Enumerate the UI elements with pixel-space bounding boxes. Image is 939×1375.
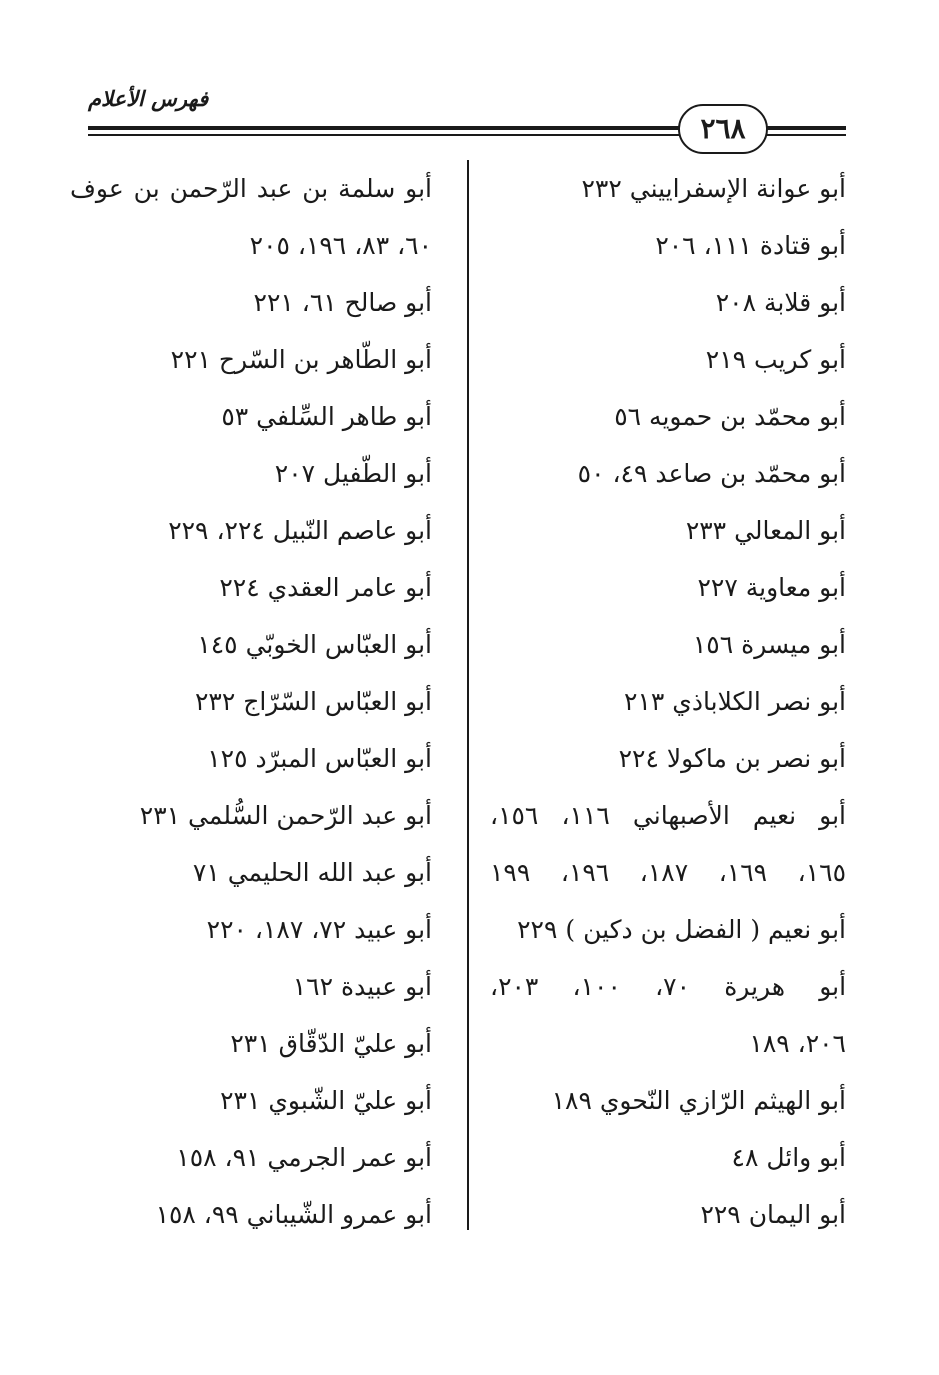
index-entry: أبو عمرو الشّيباني ٩٩، ١٥٨ bbox=[155, 1200, 432, 1229]
index-entry: أبو الطّاهر بن السّرح ٢٢١ bbox=[170, 345, 432, 374]
page-number: ٢٦٨ bbox=[700, 112, 746, 145]
column-divider bbox=[467, 160, 469, 1230]
index-entry: أبو ميسرة ١٥٦ bbox=[692, 630, 846, 659]
index-entry: أبو عوانة الإسفراييني ٢٣٢ bbox=[581, 174, 846, 203]
index-entry: أبو عاصم النّبيل ٢٢٤، ٢٢٩ bbox=[168, 516, 432, 545]
index-entry: أبو عبيد ٧٢، ١٨٧، ٢٢٠ bbox=[206, 915, 432, 944]
index-entry: أبو محمّد بن حمويه ٥٦ bbox=[614, 402, 846, 431]
index-entry: أبو اليمان ٢٢٩ bbox=[700, 1200, 846, 1229]
running-header-title: فهرس الأعلام bbox=[88, 86, 209, 111]
index-entry: أبو عبد الله الحليمي ٧١ bbox=[192, 858, 432, 887]
index-entry: أبو نصر الكلاباذي ٢١٣ bbox=[624, 687, 846, 716]
index-entry: أبو نعيم ( الفضل بن دكين ) ٢٢٩ bbox=[517, 915, 846, 944]
index-entry: أبو نعيم الأصبهاني ١١٦، ١٥٦، bbox=[490, 801, 846, 830]
index-entry: أبو عليّ الدّقّاق ٢٣١ bbox=[230, 1029, 432, 1058]
index-entry: أبو العبّاس السّرّاج ٢٣٢ bbox=[194, 687, 432, 716]
index-entry: أبو صالح ٦١، ٢٢١ bbox=[253, 288, 432, 317]
index-entry: أبو قتادة ١١١، ٢٠٦ bbox=[655, 231, 846, 260]
index-entry: أبو هريرة ٧٠، ١٠٠، ٢٠٣، bbox=[490, 972, 847, 1001]
index-entry: أبو المعالي ٢٣٣ bbox=[685, 516, 846, 545]
index-entry: أبو عبيدة ١٦٢ bbox=[292, 972, 432, 1001]
index-entry: أبو محمّد بن صاعد ٤٩، ٥٠ bbox=[577, 459, 846, 488]
index-entry: أبو عبد الرّحمن السُّلمي ٢٣١ bbox=[139, 801, 432, 830]
index-entry-continuation: ٦٠، ٨٣، ١٩٦، ٢٠٥ bbox=[249, 231, 432, 260]
index-entry: أبو العبّاس المبرّد ١٢٥ bbox=[207, 744, 432, 773]
index-entry: أبو معاوية ٢٢٧ bbox=[697, 573, 846, 602]
index-entry: أبو نصر بن ماكولا ٢٢٤ bbox=[618, 744, 846, 773]
index-entry: أبو عليّ الشّبوي ٢٣١ bbox=[220, 1086, 432, 1115]
index-entry: أبو وائل ٤٨ bbox=[731, 1143, 846, 1172]
page-number-badge bbox=[678, 104, 768, 154]
index-entry: أبو عمر الجرمي ٩١، ١٥٨ bbox=[176, 1143, 432, 1172]
index-entry: أبو عامر العقدي ٢٢٤ bbox=[219, 573, 432, 602]
index-entry: أبو سلمة بن عبد الرّحمن بن عوف bbox=[70, 174, 432, 203]
index-column-right bbox=[490, 160, 846, 1243]
index-column-left bbox=[70, 160, 432, 1243]
index-entry: أبو الطّفيل ٢٠٧ bbox=[274, 459, 432, 488]
index-entry: أبو قلابة ٢٠٨ bbox=[715, 288, 846, 317]
index-entry: أبو طاهر السِّلفي ٥٣ bbox=[221, 402, 432, 431]
index-entry: أبو العبّاس الخوبّي ١٤٥ bbox=[197, 630, 432, 659]
index-entry: أبو كريب ٢١٩ bbox=[705, 345, 846, 374]
index-entry-continuation: ١٦٥، ١٦٩، ١٨٧، ١٩٦، ١٩٩ bbox=[490, 858, 847, 887]
index-entry-continuation: ٢٠٦، ١٨٩ bbox=[749, 1029, 846, 1058]
index-entry: أبو الهيثم الرّازي النّحوي ١٨٩ bbox=[551, 1086, 846, 1115]
